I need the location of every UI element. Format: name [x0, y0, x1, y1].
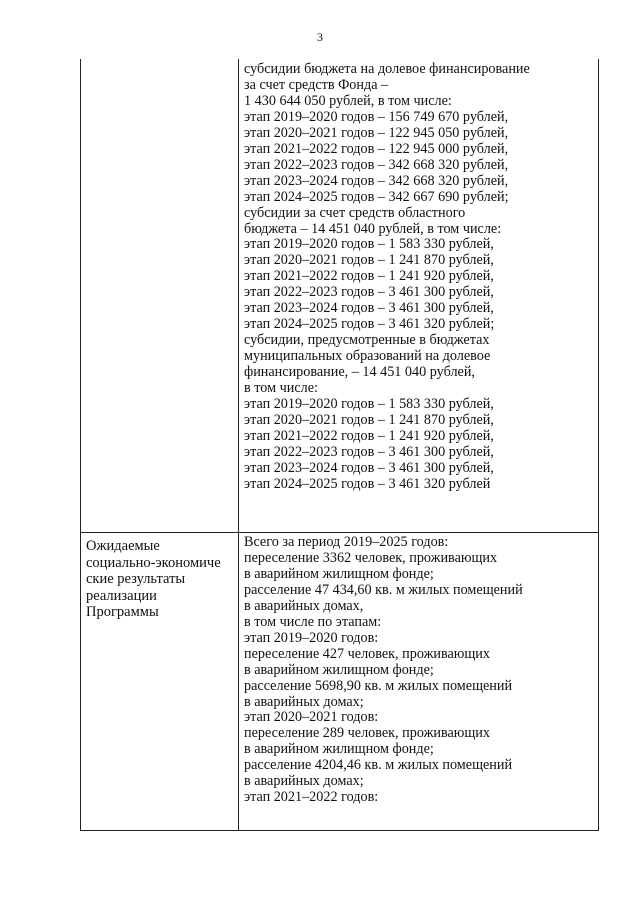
table-border-left — [80, 59, 81, 831]
row2-line: в аварийных домах; — [244, 773, 364, 790]
row1-line: этап 2020–2021 годов – 1 241 870 рублей, — [244, 252, 494, 269]
row2-line: расселение 47 434,60 кв. м жилых помещений — [244, 581, 523, 598]
row1-value-cell — [244, 62, 594, 493]
row1-line: этап 2022–2023 годов – 3 461 300 рублей, — [244, 443, 494, 460]
row2-label-line: ские результаты — [86, 571, 186, 587]
row2-line: в аварийном жилищном фонде; — [244, 661, 434, 678]
row1-line: этап 2024–2025 годов – 342 667 690 рублей; — [244, 188, 509, 205]
row1-line: этап 2020–2021 годов – 122 945 050 рублей, — [244, 124, 509, 141]
row2-line: этап 2020–2021 годов: — [244, 709, 379, 726]
row1-line: этап 2023–2024 годов – 342 668 320 рублей, — [244, 172, 509, 189]
row1-line: этап 2019–2020 годов – 1 583 330 рублей, — [244, 396, 494, 413]
row2-line: переселение 3362 человек, проживающих — [244, 549, 498, 566]
row2-line: расселение 4204,46 кв. м жилых помещений — [244, 757, 513, 774]
table-border-bottom — [80, 830, 599, 831]
row1-line: 1 430 644 050 рублей, в том числе: — [244, 92, 452, 109]
row2-line: в аварийных домах; — [244, 693, 364, 710]
row1-line: этап 2019–2020 годов – 1 583 330 рублей, — [244, 236, 494, 253]
row1-line: этап 2024–2025 годов – 3 461 320 рублей; — [244, 316, 495, 333]
row2-label-cell — [86, 538, 238, 621]
row1-line: субсидии за счет средств областного — [244, 204, 466, 221]
row1-line: муниципальных образований на долевое — [244, 348, 491, 365]
row1-line: за счет средств Фонда – — [244, 76, 389, 93]
row1-line: этап 2022–2023 годов – 342 668 320 рублей, — [244, 156, 509, 173]
row1-line: этап 2023–2024 годов – 3 461 300 рублей, — [244, 300, 494, 317]
row2-label-line: Ожидаемые — [86, 538, 160, 554]
row2-line: Всего за период 2019–2025 годов: — [244, 534, 449, 550]
row1-line: этап 2022–2023 годов – 3 461 300 рублей, — [244, 284, 494, 301]
row2-line: в аварийном жилищном фонде; — [244, 565, 434, 582]
page-number: 3 — [317, 30, 323, 44]
table-row-divider — [80, 532, 599, 533]
row2-line: этап 2021–2022 годов: — [244, 789, 379, 806]
row2-line: этап 2019–2020 годов: — [244, 629, 379, 646]
program-table — [80, 59, 599, 831]
table-column-divider — [238, 59, 239, 831]
row2-line: в аварийном жилищном фонде; — [244, 741, 434, 758]
row1-line: в том числе: — [244, 380, 318, 397]
row1-line: этап 2021–2022 годов – 122 945 000 рублей, — [244, 140, 509, 157]
row2-label-line: социально-экономиче — [86, 554, 221, 571]
row1-line: этап 2021–2022 годов – 1 241 920 рублей, — [244, 427, 494, 444]
table-border-right — [598, 59, 599, 831]
row2-line: в том числе по этапам: — [244, 613, 382, 630]
row1-line: субсидии бюджета на долевое финансирование — [244, 61, 530, 77]
row2-line: расселение 5698,90 кв. м жилых помещений — [244, 677, 513, 694]
row2-label-line: реализации — [86, 587, 157, 604]
row2-line: переселение 427 человек, проживающих — [244, 645, 490, 662]
row2-line: переселение 289 человек, проживающих — [244, 725, 490, 742]
row1-line: субсидии, предусмотренные в бюджетах — [244, 332, 490, 349]
row1-line: этап 2024–2025 годов – 3 461 320 рублей — [244, 475, 491, 492]
row2-line: в аварийных домах, — [244, 597, 364, 614]
row1-line: этап 2023–2024 годов – 3 461 300 рублей, — [244, 459, 494, 476]
row1-line: бюджета – 14 451 040 рублей, в том числе: — [244, 220, 502, 237]
row1-line: финансирование, – 14 451 040 рублей, — [244, 364, 475, 381]
row1-line: этап 2021–2022 годов – 1 241 920 рублей, — [244, 268, 494, 285]
row2-label-line: Программы — [86, 604, 159, 620]
row2-value-cell — [244, 535, 594, 806]
row1-line: этап 2020–2021 годов – 1 241 870 рублей, — [244, 411, 494, 428]
row1-line: этап 2019–2020 годов – 156 749 670 рублей, — [244, 108, 509, 125]
